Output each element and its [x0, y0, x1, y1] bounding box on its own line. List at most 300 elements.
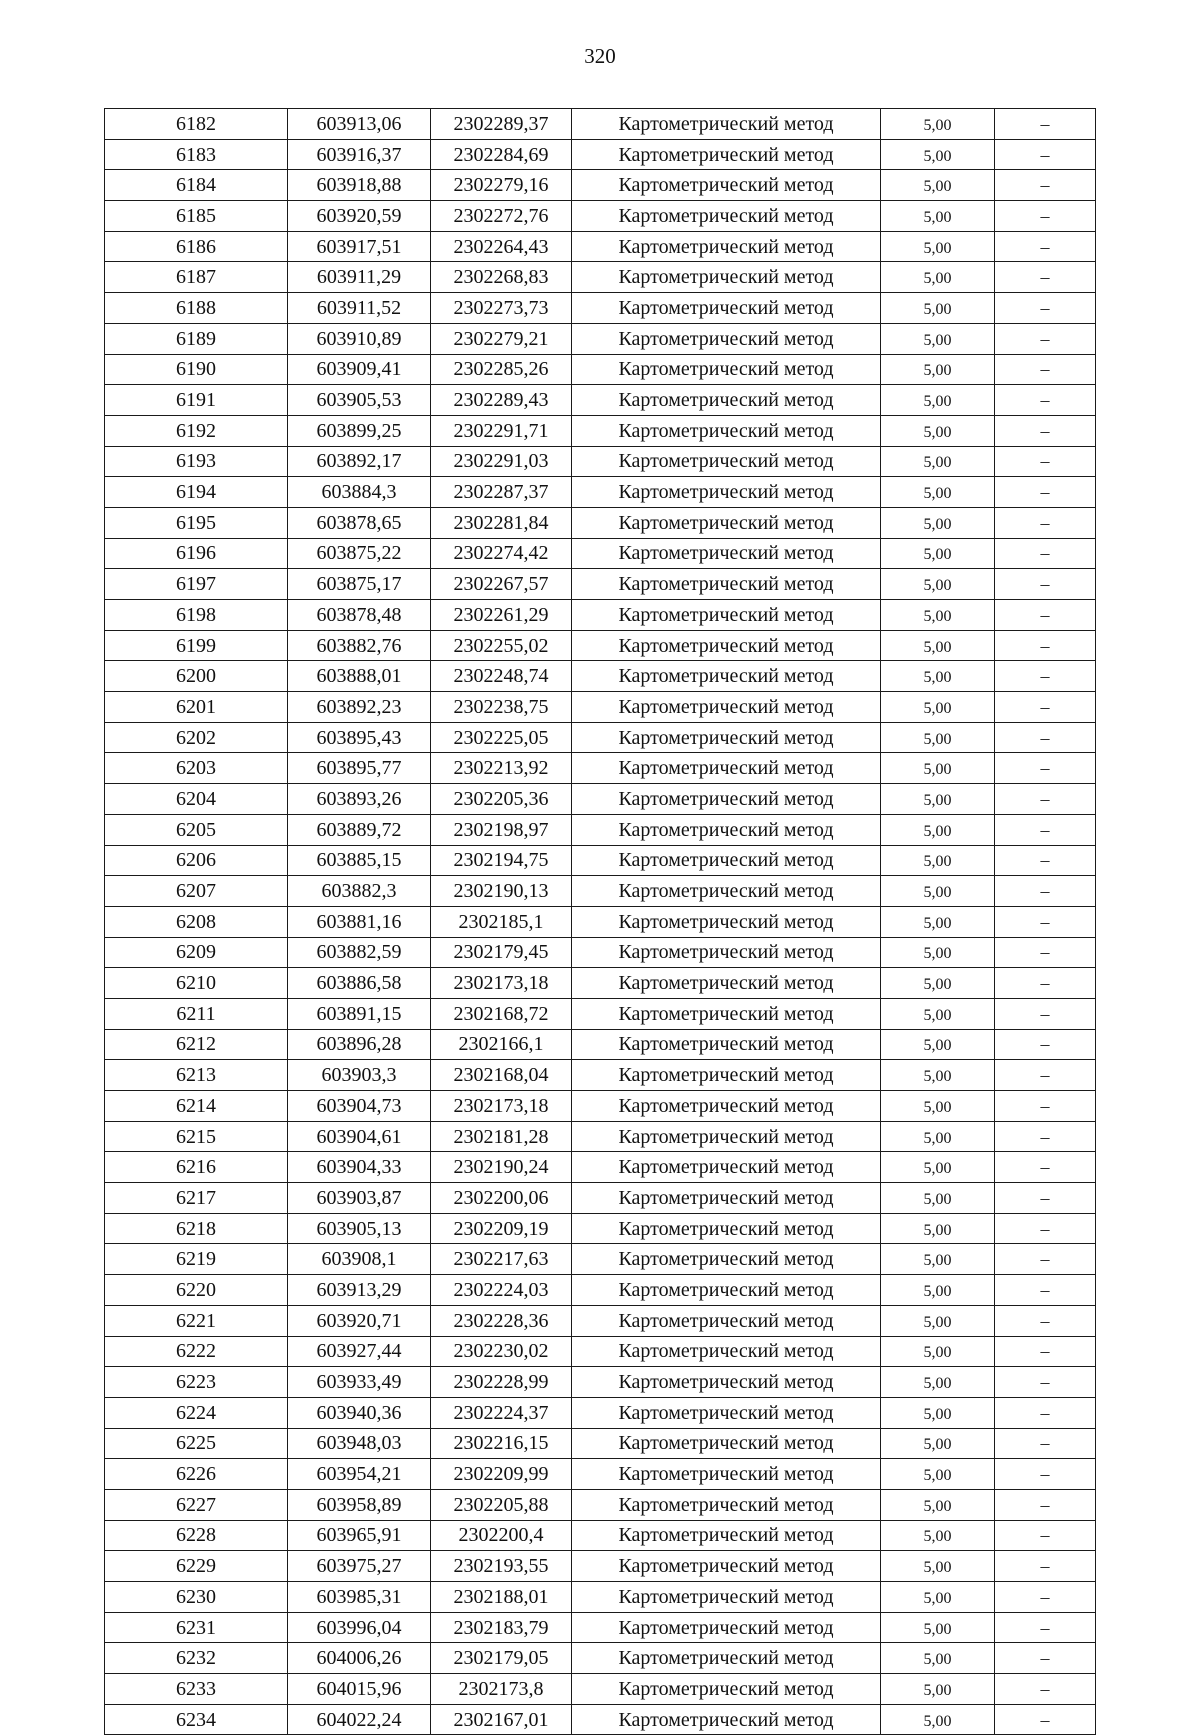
x-coordinate-cell: 603904,33: [288, 1152, 431, 1183]
point-number-cell: 6200: [105, 661, 288, 692]
accuracy-cell: 5,00: [881, 354, 995, 385]
point-number-cell: 6195: [105, 507, 288, 538]
dash-cell: –: [995, 170, 1096, 201]
dash-cell: –: [995, 1060, 1096, 1091]
y-coordinate-cell: 2302216,15: [431, 1428, 572, 1459]
table-row: [105, 1551, 1096, 1582]
dash-cell: –: [995, 1029, 1096, 1060]
table-row: [105, 784, 1096, 815]
y-coordinate-cell: 2302279,16: [431, 170, 572, 201]
y-coordinate-cell: 2302255,02: [431, 630, 572, 661]
y-coordinate-cell: 2302168,72: [431, 998, 572, 1029]
point-number-cell: 6206: [105, 845, 288, 876]
x-coordinate-cell: 603895,43: [288, 722, 431, 753]
method-cell: Картометрический метод: [572, 201, 881, 232]
y-coordinate-cell: 2302213,92: [431, 753, 572, 784]
y-coordinate-cell: 2302230,02: [431, 1336, 572, 1367]
point-number-cell: 6196: [105, 538, 288, 569]
accuracy-cell: 5,00: [881, 1213, 995, 1244]
table-row: [105, 1091, 1096, 1122]
x-coordinate-cell: 603884,3: [288, 477, 431, 508]
accuracy-cell: 5,00: [881, 722, 995, 753]
x-coordinate-cell: 603913,06: [288, 109, 431, 140]
method-cell: Картометрический метод: [572, 1489, 881, 1520]
table-row: [105, 1305, 1096, 1336]
accuracy-cell: 5,00: [881, 661, 995, 692]
accuracy-cell: 5,00: [881, 814, 995, 845]
dash-cell: –: [995, 1152, 1096, 1183]
y-coordinate-cell: 2302268,83: [431, 262, 572, 293]
point-number-cell: 6231: [105, 1612, 288, 1643]
method-cell: Картометрический метод: [572, 170, 881, 201]
y-coordinate-cell: 2302205,88: [431, 1489, 572, 1520]
dash-cell: –: [995, 1582, 1096, 1613]
x-coordinate-cell: 603882,3: [288, 876, 431, 907]
x-coordinate-cell: 603899,25: [288, 415, 431, 446]
point-number-cell: 6203: [105, 753, 288, 784]
accuracy-cell: 5,00: [881, 1704, 995, 1735]
table-row: [105, 1612, 1096, 1643]
y-coordinate-cell: 2302279,21: [431, 323, 572, 354]
x-coordinate-cell: 603918,88: [288, 170, 431, 201]
y-coordinate-cell: 2302217,63: [431, 1244, 572, 1275]
table-row: [105, 600, 1096, 631]
accuracy-cell: 5,00: [881, 170, 995, 201]
table-row: [105, 354, 1096, 385]
table-row: [105, 845, 1096, 876]
accuracy-cell: 5,00: [881, 109, 995, 140]
method-cell: Картометрический метод: [572, 446, 881, 477]
method-cell: Картометрический метод: [572, 784, 881, 815]
accuracy-cell: 5,00: [881, 1397, 995, 1428]
point-number-cell: 6188: [105, 293, 288, 324]
point-number-cell: 6223: [105, 1367, 288, 1398]
x-coordinate-cell: 603904,61: [288, 1121, 431, 1152]
dash-cell: –: [995, 446, 1096, 477]
method-cell: Картометрический метод: [572, 1459, 881, 1490]
point-number-cell: 6183: [105, 139, 288, 170]
dash-cell: –: [995, 1704, 1096, 1735]
point-number-cell: 6202: [105, 722, 288, 753]
method-cell: Картометрический метод: [572, 538, 881, 569]
table-row: [105, 1029, 1096, 1060]
dash-cell: –: [995, 1612, 1096, 1643]
table-row: [105, 1183, 1096, 1214]
y-coordinate-cell: 2302188,01: [431, 1582, 572, 1613]
point-number-cell: 6190: [105, 354, 288, 385]
table-row: [105, 753, 1096, 784]
method-cell: Картометрический метод: [572, 692, 881, 723]
point-number-cell: 6204: [105, 784, 288, 815]
y-coordinate-cell: 2302183,79: [431, 1612, 572, 1643]
dash-cell: –: [995, 906, 1096, 937]
x-coordinate-cell: 603893,26: [288, 784, 431, 815]
y-coordinate-cell: 2302198,97: [431, 814, 572, 845]
y-coordinate-cell: 2302284,69: [431, 139, 572, 170]
dash-cell: –: [995, 937, 1096, 968]
method-cell: Картометрический метод: [572, 630, 881, 661]
x-coordinate-cell: 603933,49: [288, 1367, 431, 1398]
point-number-cell: 6227: [105, 1489, 288, 1520]
table-row: [105, 722, 1096, 753]
x-coordinate-cell: 603896,28: [288, 1029, 431, 1060]
method-cell: Картометрический метод: [572, 262, 881, 293]
method-cell: Картометрический метод: [572, 1060, 881, 1091]
accuracy-cell: 5,00: [881, 630, 995, 661]
accuracy-cell: 5,00: [881, 1367, 995, 1398]
method-cell: Картометрический метод: [572, 1029, 881, 1060]
dash-cell: –: [995, 876, 1096, 907]
y-coordinate-cell: 2302264,43: [431, 231, 572, 262]
accuracy-cell: 5,00: [881, 385, 995, 416]
x-coordinate-cell: 603878,48: [288, 600, 431, 631]
dash-cell: –: [995, 262, 1096, 293]
accuracy-cell: 5,00: [881, 1520, 995, 1551]
accuracy-cell: 5,00: [881, 753, 995, 784]
x-coordinate-cell: 603882,76: [288, 630, 431, 661]
dash-cell: –: [995, 1551, 1096, 1582]
point-number-cell: 6185: [105, 201, 288, 232]
dash-cell: –: [995, 1367, 1096, 1398]
table-row: [105, 262, 1096, 293]
point-number-cell: 6225: [105, 1428, 288, 1459]
point-number-cell: 6217: [105, 1183, 288, 1214]
y-coordinate-cell: 2302291,03: [431, 446, 572, 477]
table-row: [105, 139, 1096, 170]
accuracy-cell: 5,00: [881, 1674, 995, 1705]
accuracy-cell: 5,00: [881, 1121, 995, 1152]
point-number-cell: 6233: [105, 1674, 288, 1705]
accuracy-cell: 5,00: [881, 845, 995, 876]
y-coordinate-cell: 2302179,05: [431, 1643, 572, 1674]
point-number-cell: 6189: [105, 323, 288, 354]
dash-cell: –: [995, 1183, 1096, 1214]
y-coordinate-cell: 2302190,13: [431, 876, 572, 907]
y-coordinate-cell: 2302274,42: [431, 538, 572, 569]
x-coordinate-cell: 603908,1: [288, 1244, 431, 1275]
dash-cell: –: [995, 201, 1096, 232]
x-coordinate-cell: 603965,91: [288, 1520, 431, 1551]
point-number-cell: 6216: [105, 1152, 288, 1183]
x-coordinate-cell: 603920,59: [288, 201, 431, 232]
accuracy-cell: 5,00: [881, 1060, 995, 1091]
y-coordinate-cell: 2302168,04: [431, 1060, 572, 1091]
x-coordinate-cell: 603888,01: [288, 661, 431, 692]
table-row: [105, 569, 1096, 600]
x-coordinate-cell: 604022,24: [288, 1704, 431, 1735]
accuracy-cell: 5,00: [881, 906, 995, 937]
point-number-cell: 6224: [105, 1397, 288, 1428]
dash-cell: –: [995, 109, 1096, 140]
method-cell: Картометрический метод: [572, 1336, 881, 1367]
dash-cell: –: [995, 1459, 1096, 1490]
x-coordinate-cell: 603911,29: [288, 262, 431, 293]
table-row: [105, 876, 1096, 907]
table-row: [105, 1704, 1096, 1735]
accuracy-cell: 5,00: [881, 446, 995, 477]
x-coordinate-cell: 603882,59: [288, 937, 431, 968]
dash-cell: –: [995, 784, 1096, 815]
x-coordinate-cell: 603927,44: [288, 1336, 431, 1367]
point-number-cell: 6219: [105, 1244, 288, 1275]
y-coordinate-cell: 2302267,57: [431, 569, 572, 600]
accuracy-cell: 5,00: [881, 538, 995, 569]
accuracy-cell: 5,00: [881, 600, 995, 631]
x-coordinate-cell: 603904,73: [288, 1091, 431, 1122]
method-cell: Картометрический метод: [572, 1305, 881, 1336]
x-coordinate-cell: 603875,17: [288, 569, 431, 600]
table-row: [105, 201, 1096, 232]
method-cell: Картометрический метод: [572, 1244, 881, 1275]
method-cell: Картометрический метод: [572, 906, 881, 937]
accuracy-cell: 5,00: [881, 876, 995, 907]
x-coordinate-cell: 603916,37: [288, 139, 431, 170]
accuracy-cell: 5,00: [881, 1029, 995, 1060]
method-cell: Картометрический метод: [572, 814, 881, 845]
table-row: [105, 1152, 1096, 1183]
dash-cell: –: [995, 692, 1096, 723]
dash-cell: –: [995, 1336, 1096, 1367]
point-number-cell: 6222: [105, 1336, 288, 1367]
y-coordinate-cell: 2302193,55: [431, 1551, 572, 1582]
accuracy-cell: 5,00: [881, 1244, 995, 1275]
point-number-cell: 6215: [105, 1121, 288, 1152]
method-cell: Картометрический метод: [572, 600, 881, 631]
x-coordinate-cell: 603878,65: [288, 507, 431, 538]
accuracy-cell: 5,00: [881, 1489, 995, 1520]
x-coordinate-cell: 603885,15: [288, 845, 431, 876]
point-number-cell: 6198: [105, 600, 288, 631]
y-coordinate-cell: 2302167,01: [431, 1704, 572, 1735]
dash-cell: –: [995, 1275, 1096, 1306]
point-number-cell: 6213: [105, 1060, 288, 1091]
point-number-cell: 6182: [105, 109, 288, 140]
point-number-cell: 6210: [105, 968, 288, 999]
x-coordinate-cell: 603910,89: [288, 323, 431, 354]
dash-cell: –: [995, 569, 1096, 600]
x-coordinate-cell: 603905,13: [288, 1213, 431, 1244]
point-number-cell: 6234: [105, 1704, 288, 1735]
method-cell: Картометрический метод: [572, 1704, 881, 1735]
table-row: [105, 1367, 1096, 1398]
y-coordinate-cell: 2302272,76: [431, 201, 572, 232]
method-cell: Картометрический метод: [572, 1643, 881, 1674]
table-row: [105, 170, 1096, 201]
x-coordinate-cell: 603954,21: [288, 1459, 431, 1490]
accuracy-cell: 5,00: [881, 1612, 995, 1643]
dash-cell: –: [995, 722, 1096, 753]
table-row: [105, 446, 1096, 477]
y-coordinate-cell: 2302200,06: [431, 1183, 572, 1214]
method-cell: Картометрический метод: [572, 1152, 881, 1183]
point-number-cell: 6208: [105, 906, 288, 937]
table-row: [105, 1582, 1096, 1613]
accuracy-cell: 5,00: [881, 1551, 995, 1582]
dash-cell: –: [995, 1244, 1096, 1275]
accuracy-cell: 5,00: [881, 937, 995, 968]
coordinates-table-body: [105, 109, 1096, 1735]
y-coordinate-cell: 2302281,84: [431, 507, 572, 538]
table-row: [105, 1121, 1096, 1152]
table-row: [105, 1489, 1096, 1520]
y-coordinate-cell: 2302273,73: [431, 293, 572, 324]
dash-cell: –: [995, 630, 1096, 661]
method-cell: Картометрический метод: [572, 569, 881, 600]
x-coordinate-cell: 603909,41: [288, 354, 431, 385]
point-number-cell: 6205: [105, 814, 288, 845]
method-cell: Картометрический метод: [572, 109, 881, 140]
x-coordinate-cell: 603911,52: [288, 293, 431, 324]
point-number-cell: 6191: [105, 385, 288, 416]
accuracy-cell: 5,00: [881, 1336, 995, 1367]
x-coordinate-cell: 603889,72: [288, 814, 431, 845]
method-cell: Картометрический метод: [572, 1121, 881, 1152]
point-number-cell: 6197: [105, 569, 288, 600]
table-row: [105, 1060, 1096, 1091]
point-number-cell: 6229: [105, 1551, 288, 1582]
y-coordinate-cell: 2302194,75: [431, 845, 572, 876]
accuracy-cell: 5,00: [881, 477, 995, 508]
x-coordinate-cell: 604015,96: [288, 1674, 431, 1705]
dash-cell: –: [995, 293, 1096, 324]
accuracy-cell: 5,00: [881, 1152, 995, 1183]
accuracy-cell: 5,00: [881, 323, 995, 354]
y-coordinate-cell: 2302289,37: [431, 109, 572, 140]
method-cell: Картометрический метод: [572, 937, 881, 968]
y-coordinate-cell: 2302173,18: [431, 1091, 572, 1122]
x-coordinate-cell: 603892,17: [288, 446, 431, 477]
dash-cell: –: [995, 1520, 1096, 1551]
dash-cell: –: [995, 139, 1096, 170]
dash-cell: –: [995, 415, 1096, 446]
y-coordinate-cell: 2302261,29: [431, 600, 572, 631]
accuracy-cell: 5,00: [881, 968, 995, 999]
method-cell: Картометрический метод: [572, 139, 881, 170]
dash-cell: –: [995, 1213, 1096, 1244]
point-number-cell: 6230: [105, 1582, 288, 1613]
x-coordinate-cell: 603886,58: [288, 968, 431, 999]
accuracy-cell: 5,00: [881, 201, 995, 232]
x-coordinate-cell: 603920,71: [288, 1305, 431, 1336]
point-number-cell: 6232: [105, 1643, 288, 1674]
point-number-cell: 6199: [105, 630, 288, 661]
accuracy-cell: 5,00: [881, 692, 995, 723]
accuracy-cell: 5,00: [881, 1275, 995, 1306]
y-coordinate-cell: 2302224,03: [431, 1275, 572, 1306]
accuracy-cell: 5,00: [881, 1643, 995, 1674]
point-number-cell: 6186: [105, 231, 288, 262]
table-row: [105, 538, 1096, 569]
method-cell: Картометрический метод: [572, 1213, 881, 1244]
point-number-cell: 6187: [105, 262, 288, 293]
dash-cell: –: [995, 1428, 1096, 1459]
table-row: [105, 1213, 1096, 1244]
y-coordinate-cell: 2302181,28: [431, 1121, 572, 1152]
accuracy-cell: 5,00: [881, 1183, 995, 1214]
y-coordinate-cell: 2302209,19: [431, 1213, 572, 1244]
accuracy-cell: 5,00: [881, 1305, 995, 1336]
method-cell: Картометрический метод: [572, 876, 881, 907]
table-row: [105, 1459, 1096, 1490]
dash-cell: –: [995, 1091, 1096, 1122]
accuracy-cell: 5,00: [881, 569, 995, 600]
method-cell: Картометрический метод: [572, 231, 881, 262]
method-cell: Картометрический метод: [572, 1091, 881, 1122]
table-row: [105, 415, 1096, 446]
dash-cell: –: [995, 477, 1096, 508]
accuracy-cell: 5,00: [881, 415, 995, 446]
accuracy-cell: 5,00: [881, 1428, 995, 1459]
dash-cell: –: [995, 323, 1096, 354]
table-row: [105, 968, 1096, 999]
dash-cell: –: [995, 661, 1096, 692]
method-cell: Картометрический метод: [572, 1275, 881, 1306]
dash-cell: –: [995, 1489, 1096, 1520]
method-cell: Картометрический метод: [572, 354, 881, 385]
x-coordinate-cell: 603975,27: [288, 1551, 431, 1582]
x-coordinate-cell: 604006,26: [288, 1643, 431, 1674]
x-coordinate-cell: 603996,04: [288, 1612, 431, 1643]
dash-cell: –: [995, 1643, 1096, 1674]
x-coordinate-cell: 603895,77: [288, 753, 431, 784]
y-coordinate-cell: 2302287,37: [431, 477, 572, 508]
method-cell: Картометрический метод: [572, 753, 881, 784]
point-number-cell: 6220: [105, 1275, 288, 1306]
point-number-cell: 6209: [105, 937, 288, 968]
accuracy-cell: 5,00: [881, 1091, 995, 1122]
method-cell: Картометрический метод: [572, 998, 881, 1029]
method-cell: Картометрический метод: [572, 1183, 881, 1214]
accuracy-cell: 5,00: [881, 998, 995, 1029]
accuracy-cell: 5,00: [881, 1459, 995, 1490]
method-cell: Картометрический метод: [572, 845, 881, 876]
table-row: [105, 1643, 1096, 1674]
method-cell: Картометрический метод: [572, 1674, 881, 1705]
accuracy-cell: 5,00: [881, 1582, 995, 1613]
point-number-cell: 6212: [105, 1029, 288, 1060]
point-number-cell: 6214: [105, 1091, 288, 1122]
point-number-cell: 6226: [105, 1459, 288, 1490]
point-number-cell: 6193: [105, 446, 288, 477]
method-cell: Картометрический метод: [572, 1397, 881, 1428]
y-coordinate-cell: 2302209,99: [431, 1459, 572, 1490]
method-cell: Картометрический метод: [572, 1520, 881, 1551]
table-row: [105, 692, 1096, 723]
x-coordinate-cell: 603958,89: [288, 1489, 431, 1520]
dash-cell: –: [995, 600, 1096, 631]
coordinates-table: [104, 108, 1096, 1735]
table-row: [105, 1520, 1096, 1551]
y-coordinate-cell: 2302200,4: [431, 1520, 572, 1551]
x-coordinate-cell: 603903,3: [288, 1060, 431, 1091]
y-coordinate-cell: 2302166,1: [431, 1029, 572, 1060]
point-number-cell: 6192: [105, 415, 288, 446]
y-coordinate-cell: 2302173,8: [431, 1674, 572, 1705]
table-row: [105, 814, 1096, 845]
dash-cell: –: [995, 1397, 1096, 1428]
method-cell: Картометрический метод: [572, 661, 881, 692]
y-coordinate-cell: 2302179,45: [431, 937, 572, 968]
accuracy-cell: 5,00: [881, 231, 995, 262]
table-row: [105, 1428, 1096, 1459]
y-coordinate-cell: 2302228,99: [431, 1367, 572, 1398]
accuracy-cell: 5,00: [881, 293, 995, 324]
table-row: [105, 1275, 1096, 1306]
dash-cell: –: [995, 354, 1096, 385]
x-coordinate-cell: 603913,29: [288, 1275, 431, 1306]
x-coordinate-cell: 603940,36: [288, 1397, 431, 1428]
y-coordinate-cell: 2302238,75: [431, 692, 572, 723]
